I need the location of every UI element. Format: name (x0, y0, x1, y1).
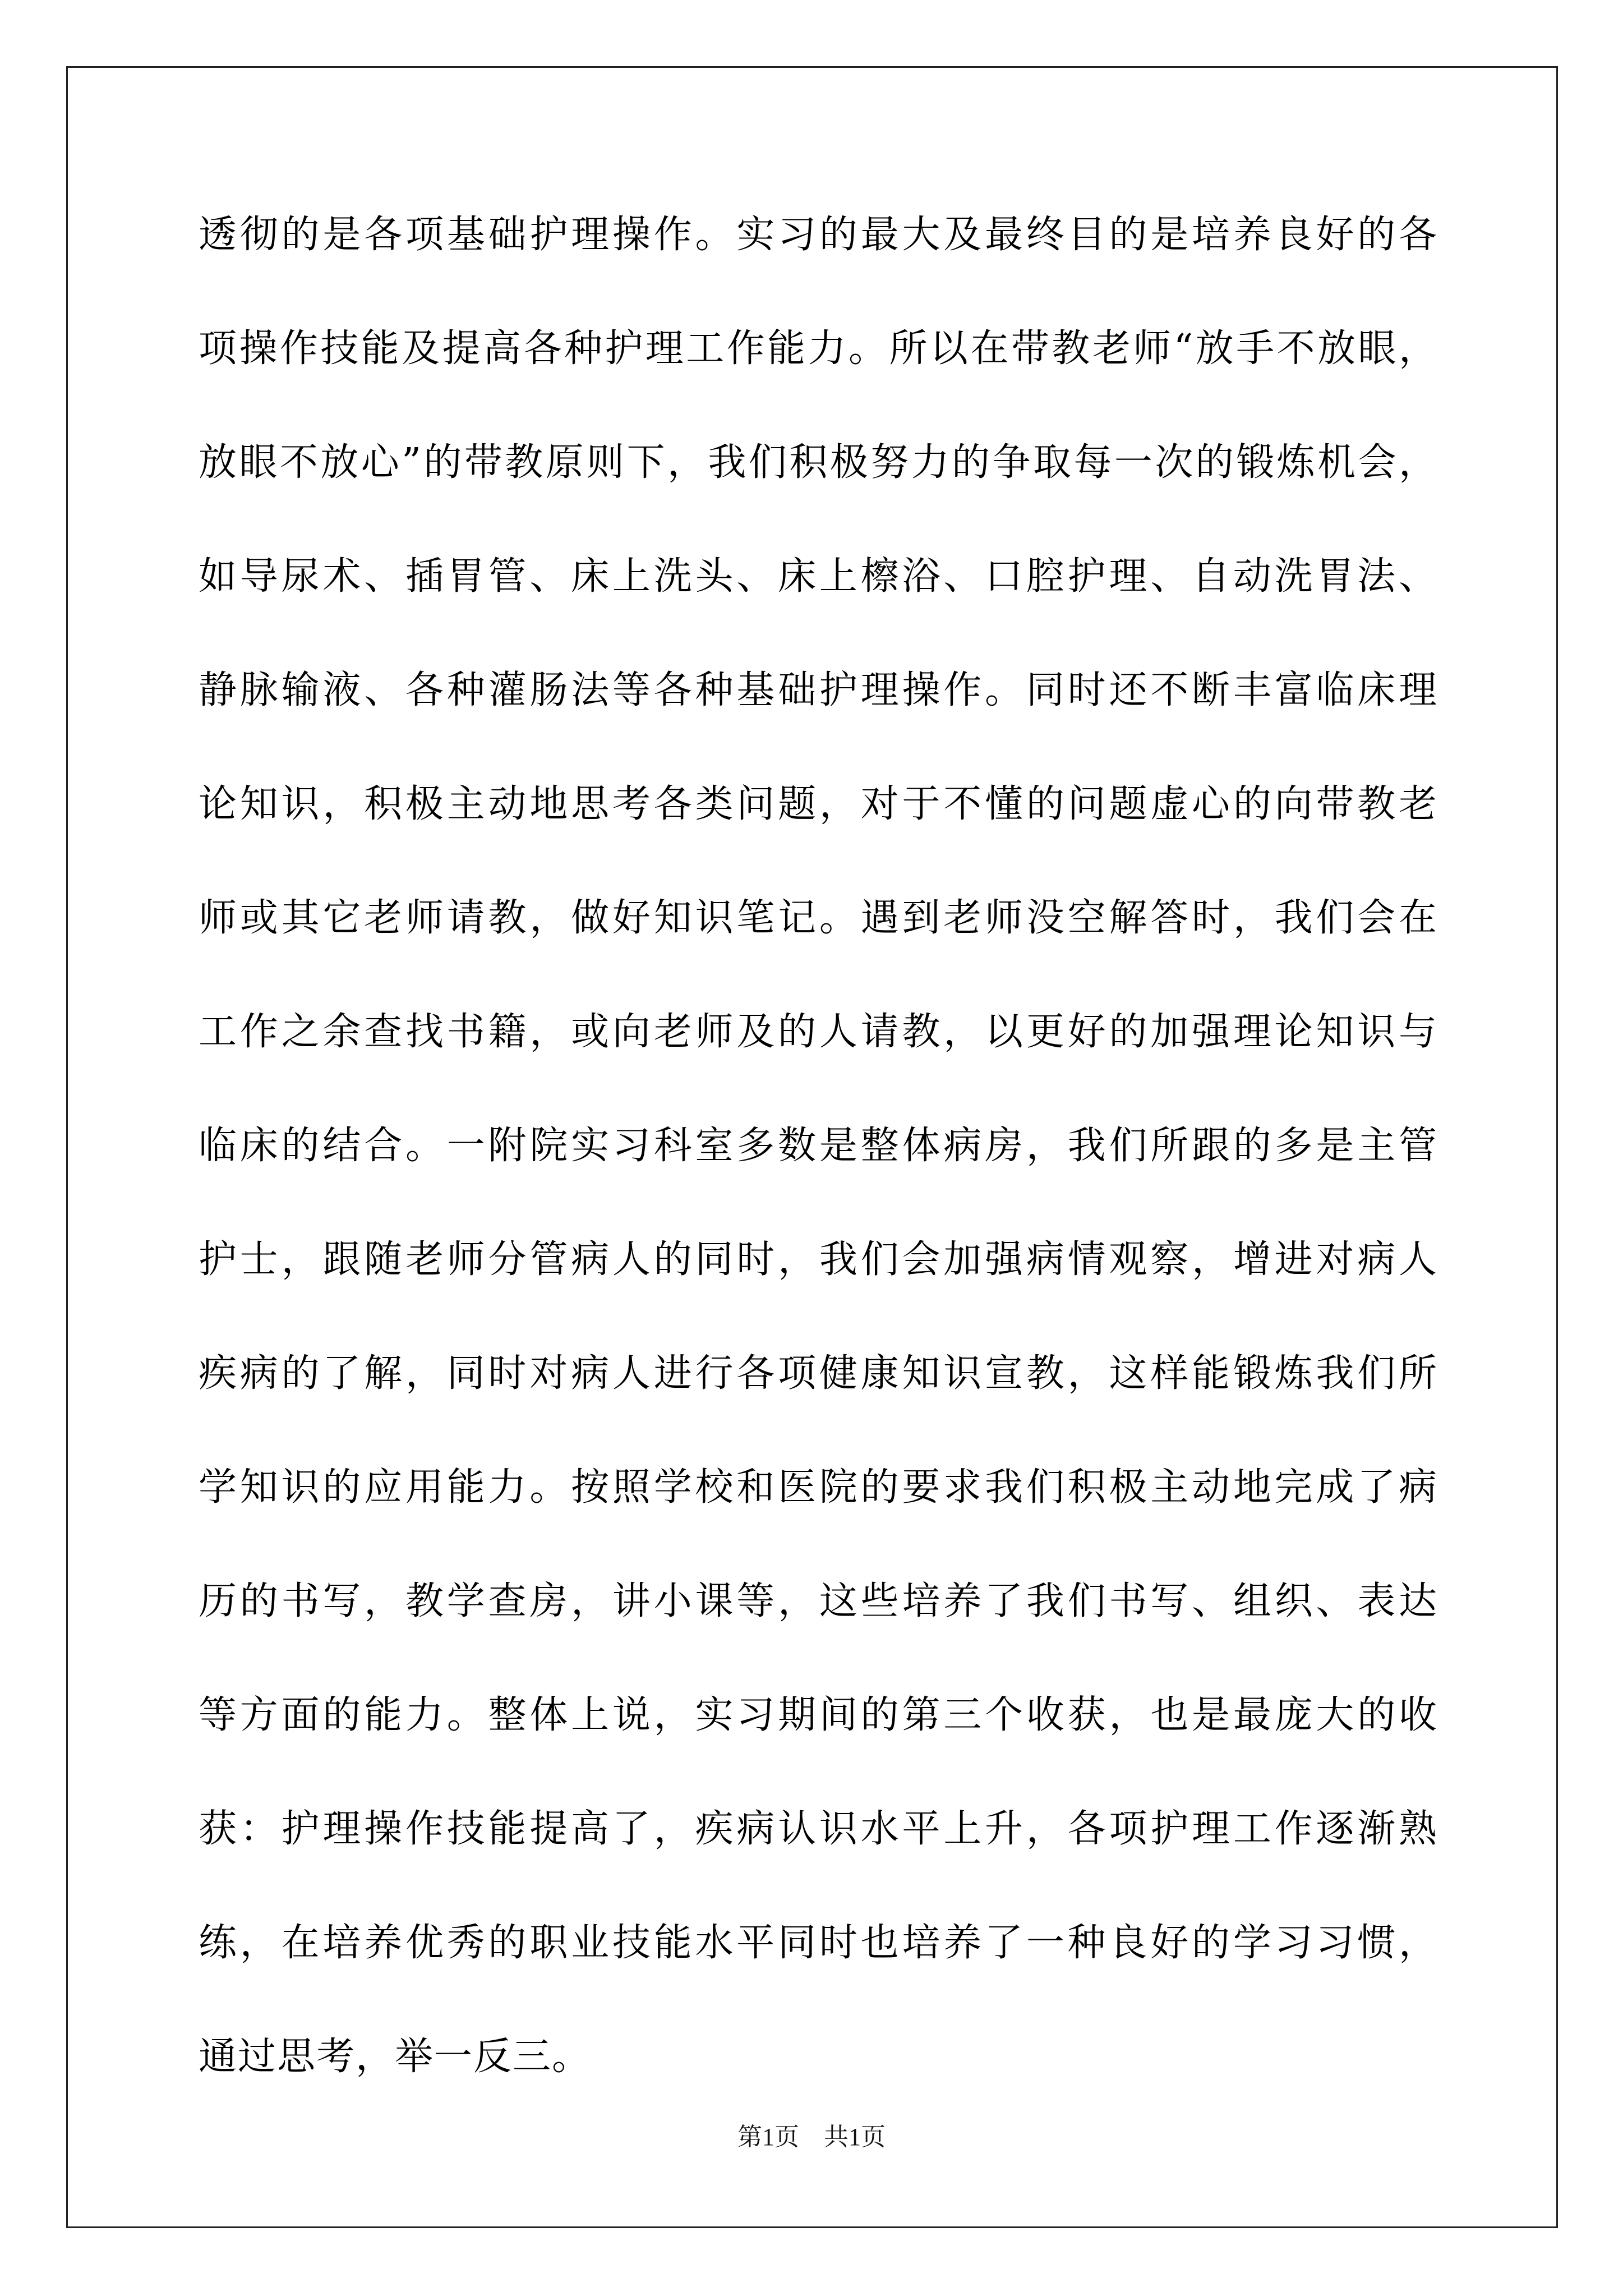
text-line: 学知识的应用能力。按照学校和医院的要求我们积极主动地完成了病 (199, 1465, 1438, 1510)
text-line: 临床的结合。一附院实习科室多数是整体病房，我们所跟的多是主管 (199, 1124, 1438, 1168)
text-line: 透彻的是各项基础护理操作。实习的最大及最终目的是培养良好的各 (199, 213, 1438, 257)
text-line: 工作之余查找书籍，或向老师及的人请教，以更好的加强理论知识与 (199, 1010, 1438, 1054)
text-line: 等方面的能力。整体上说，实习期间的第三个收获，也是最庞大的收 (199, 1693, 1438, 1737)
text-line: 项操作技能及提高各种护理工作能力。所以在带教老师“放手不放眼， (199, 326, 1438, 371)
text-line-last: 通过思考，举一反三。 (199, 2035, 592, 2079)
text-line: 练，在培养优秀的职业技能水平同时也培养了一种良好的学习习惯， (199, 1921, 1438, 1965)
text-line: 静脉输液、各种灌肠法等各种基础护理操作。同时还不断丰富临床理 (199, 668, 1438, 712)
text-line: 放眼不放心”的带教原则下，我们积极努力的争取每一次的锻炼机会， (199, 440, 1438, 485)
text-line: 获：护理操作技能提高了，疾病认识水平上升，各项护理工作逐渐熟 (199, 1807, 1438, 1851)
text-line: 疾病的了解，同时对病人进行各项健康知识宣教，这样能锻炼我们所 (199, 1351, 1438, 1396)
text-line: 论知识，积极主动地思考各类问题，对于不懂的问题虚心的向带教老 (199, 782, 1438, 826)
text-line: 历的书写，教学查房，讲小课等，这些培养了我们书写、组织、表达 (199, 1579, 1438, 1623)
text-line: 师或其它老师请教，做好知识笔记。遇到老师没空解答时，我们会在 (199, 896, 1438, 940)
text-line: 护士，跟随老师分管病人的同时，我们会加强病情观察，增进对病人 (199, 1237, 1438, 1282)
document-body (199, 213, 1438, 2152)
page-number-footer: 第1页 共1页 (737, 2123, 886, 2151)
text-line: 如导尿术、插胃管、床上洗头、床上檫浴、口腔护理、自动洗胃法、 (199, 554, 1438, 599)
